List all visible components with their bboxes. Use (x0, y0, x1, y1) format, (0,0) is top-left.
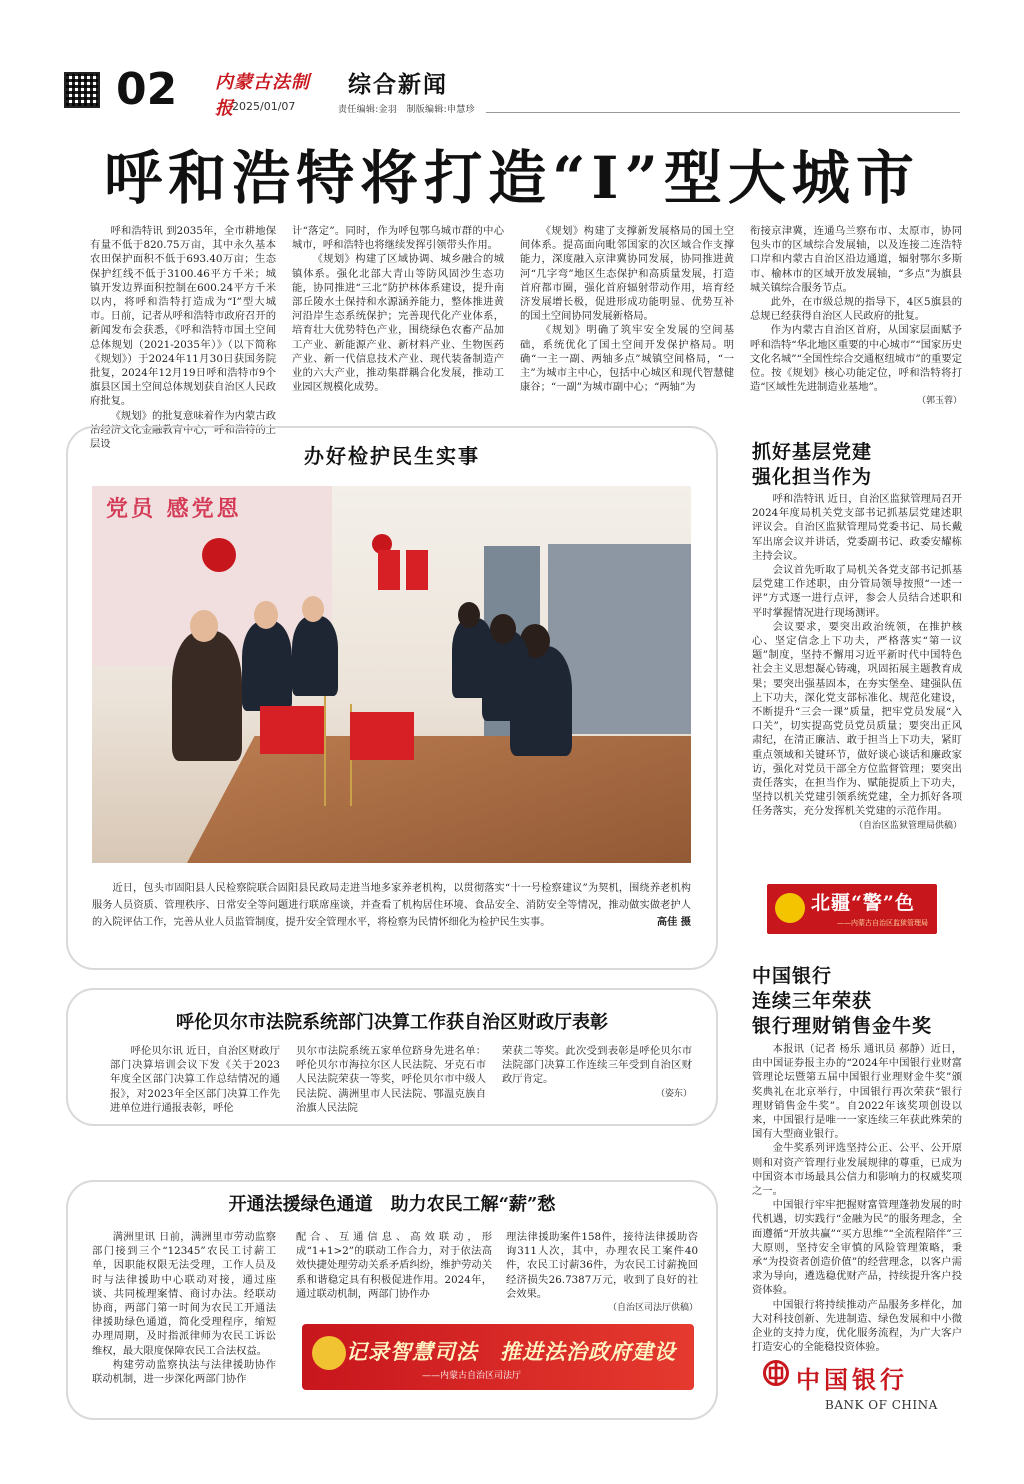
editor-credits: 责任编辑:金羽 制版编辑:申慧珍 (338, 105, 475, 115)
lead-paragraph: 此外，在市级总规的指导下，4区5旗县的总规已经获得自治区人民政府的批复。 (750, 296, 962, 323)
lead-paragraph: 计“落定”。同时，作为呼包鄂乌城市群的中心城市，呼和浩特也将继续发挥引领带头作用。 (292, 225, 504, 252)
issue-date: 2025/01/07 (232, 100, 296, 113)
court-paragraph: 荣获二等奖。此次受到表彰是呼伦贝尔市法院部门决算工作连续三年受到自治区财政厅肯定。 (502, 1045, 692, 1086)
person-head (490, 614, 516, 644)
legal-aid-paragraph: 满洲里讯 日前，满洲里市劳动监察部门接到三个“12345”农民工讨薪工单，因职能权限无法受理，工作人员及时与法律援助中心联动对接，通过座谈、共同梳理案情、商讨办法。经联动协商，两部门第一时间为农民工开通法律援助绿色通道，简化受理程序，缩短办理周期，及时指派律师为农民工诉讼维权，最大限度保障农民工合法权益。 (92, 1231, 276, 1357)
party-body (752, 492, 962, 833)
lead-column-4 (750, 224, 962, 409)
legal-aid-paragraph: 配合、互通信息、高效联动，形成“1+1>2”的联动工作合力，对于依法高效快捷处理劳动关系矛盾纠纷，维护劳动关系和谐稳定具有积极促进作用。2024年，通过联动机制，两部门协作办 (296, 1231, 492, 1300)
party-headline-line: 强化担当作为 (752, 466, 873, 488)
court-credit: （姿东） (655, 1088, 692, 1099)
party-paragraph: 会议要求，要突出政治统领，在推护核心、坚定信念上下功夫，严格落实“第一议题”制度，坚持不懈用习近平新时代中国特色社会主义思想凝心铸魂，巩固拓展主题教育成果；要突出强基固本，在夯实堡垒、建强队伍上下功夫，深化党支部标准化、规范化建设，不断提升“三会一课”质量，把牢党员发展“入口关”，切实提高党员党员质量；要突出正风肃纪，在清正廉洁、敢于担当上下功夫，紧盯重点领域和关键环节，做好谈心谈话和廉政家访，强化对党员干部全方位监督管理；要突出责任落实，在担当作为、赋能提质上下功夫，坚持以机关党建引领系统党建，全力抓好各项任务落实，充分发挥机关党建的示范作用。 (752, 620, 962, 818)
lead-paragraph: 衔接京津冀，连通乌兰察布市、太原市，协同包头市的区域综合发展轴，以及连接二连浩特口岸和内蒙古自治区沿边通道，辐射鄂尔多斯市、榆林市的区域开放发展轴，“多点”为旗县城关镇综合服务节点。 (750, 225, 962, 294)
lead-paragraph: 呼和浩特讯 到2035年，全市耕地保有量不低于820.75万亩，其中永久基本农田保护面积不低于693.40万亩；生态保护红线不低于3100.46平方千米；城镇开发边界面积控制在600.24平方千米以内，将呼和浩特打造成为“I”型大城市。日前，记者从呼和浩特市政府召开的新闻发布会获悉，《呼和浩特市国土空间总体规划（2021-2035年）》（以下简称《规划》）于2024年11月30日获国务院批复，2024年12月19日呼和浩特市9个旗县区国土空间总体规划获自治区人民政府批复。 (90, 225, 276, 408)
police-column-badge (767, 884, 937, 934)
section-title: 综合新闻 (348, 71, 448, 98)
justice-banner-subtitle: ——内蒙古自治区司法厅 (422, 1371, 522, 1381)
justice-banner (302, 1324, 694, 1390)
justice-banner-title: 记录智慧司法 推进法治政府建设 (346, 1339, 676, 1364)
person-head (458, 602, 480, 628)
page-number: 02 (116, 64, 178, 115)
bank-logo-en: BANK OF CHINA (825, 1398, 938, 1412)
court-paragraph: 呼伦贝尔讯 近日，自治区财政厅部门决算培训会议下发《关于2023年度全区部门决算工作总结情况的通报》，对2023年全区部门决算工作先进单位进行通报表彰，呼伦 (110, 1045, 280, 1114)
photo-panel-title: 办好检护民生实事 (304, 444, 480, 468)
person-head (302, 596, 324, 622)
lead-paragraph: 《规划》构建了区域协调、城乡融合的城镇体系。强化北部大青山等防风固沙生态功能，协同推进“三北”防护林体系建设，提升南部丘陵水土保持和水源涵养能力，整体推进黄河沿岸生态系统保护；完善现代化产业体系，培育壮大优势特色产业，围绕绿色农畜产品加工产业、新能源产业、新材料产业、生物医药产业、新一代信息技术产业、现代装备制造产业的六大产业，推动集群耦合化发展，推动工业园区规模化成势。 (292, 253, 504, 394)
person (292, 616, 338, 696)
court-paragraph: 贝尔市法院系统五家单位跻身先进名单：呼伦贝尔市海拉尔区人民法院、牙克石市人民法院荣获一等奖，呼伦贝尔市中级人民法院、满洲里市人民法院、鄂温克族自治旗人民法院 (296, 1045, 486, 1114)
lead-paragraph: 《规划》构建了支撑新发展格局的国土空间体系。提高面向毗邻国家的次区域合作支撑能力，深度融入京津冀协同发展，协同推进黄河“几字弯”地区生态保护和高质量发展，打造首府都市圈，强化首府辐射带动作用，培育经济发展增长极，促进形成功能明显、优势互补的国土空间协同发展新格局。 (520, 225, 734, 323)
bank-headline (752, 964, 932, 1039)
photo-credit: 高佳 摄 (656, 916, 691, 928)
person (452, 618, 494, 698)
party-credit: （自治区监狱管理局供稿） (853, 820, 962, 831)
court-column-3 (502, 1044, 692, 1101)
qr-code (64, 72, 100, 108)
court-column-1 (110, 1044, 280, 1115)
legal-aid-column-1 (92, 1230, 276, 1386)
party-paragraph: 会议首先听取了局机关各党支部书记抓基层党建工作述职，由分管局领导按照“一述一评”方式逐一进行点评，参会人员结合述职和平时掌握情况进行现场测评。 (752, 564, 962, 619)
bank-paragraph: 本报讯（记者 杨乐 通讯员 郝静）近日，由中国证券报主办的“2024年中国银行业财富管理论坛暨第五届中国银行业理财金牛奖”颁奖典礼在北京举行，中国银行再次荣获“银行理财销售金牛奖”。自2022年该奖项创设以来，中国银行是唯一一家连续三年获此殊荣的国有大型商业银行。 (752, 1043, 962, 1141)
party-paragraph: 呼和浩特讯 近日，自治区监狱管理局召开2024年度局机关党支部书记抓基层党建述职评议会。自治区监狱管理局党委书记、局长戴军出席会议并讲话，党委副书记、政委安耀栋主持会议。 (752, 493, 962, 562)
wall-flag (378, 550, 400, 590)
party-emblem-icon (202, 538, 236, 572)
bank-headline-line: 连续三年荣获 (752, 990, 873, 1012)
lead-column-2 (292, 224, 504, 394)
lead-credit: （郭玉蓉） (916, 396, 962, 407)
legal-aid-paragraph: 构建劳动监察执法与法律援助协作联动机制，进一步深化两部门协作 (92, 1358, 276, 1386)
party-flag (350, 712, 414, 760)
flag-pole (324, 696, 326, 806)
lead-column-3 (520, 224, 734, 394)
legal-aid-paragraph: 理法律援助案件158件，接待法律援助咨询311人次，其中，办理农民工案件40件，农民工讨薪36件，为农民工讨薪挽回经济损失26.7387万元，收到了良好的社会效果。 (506, 1231, 698, 1300)
national-flag (260, 706, 324, 754)
person (172, 631, 242, 761)
party-emblem-icon (312, 1336, 346, 1370)
lead-paragraph: 《规划》明确了筑牢安全发展的空间基础，系统优化了国土空间开发保护格局。明确“一主一副、两轴多点”城镇空间格局，“一主”为城市主中心，包括中心城区和现代智慧健康谷；“一副”为城市副中心；“两轴”为 (520, 324, 734, 394)
bank-of-china-logo-icon (763, 1360, 789, 1386)
lead-paragraph: 作为内蒙古自治区首府，从国家层面赋予呼和浩特“华北地区重要的中心城市”“国家历史文化名城”“全国性综合交通枢纽城市”的重要定位。按《规划》核心功能定位，呼和浩特将打造“区域性先进制造业基地”。 (750, 324, 962, 394)
bank-body (752, 1042, 962, 1354)
caption-text: 近日，包头市固阳县人民检察院联合固阳县民政局走进当地多家养老机构，以贯彻落实“十一号检察建议”为契机，围绕养老机构服务人员资质、管理秩序、日常安全等问题进行联席座谈，并查看了机构居住环境、食品安全、消防安全等情况，推动做实做老护人的入院评估工作，完善从业人员监管制度，提升安全管理水平，将检察为民情怀细化为检护民生实事。 (92, 883, 691, 928)
news-photo (92, 486, 691, 863)
legal-aid-column-3 (506, 1230, 698, 1315)
bank-headline-line: 银行理财销售金牛奖 (752, 1015, 933, 1037)
legal-aid-column-2 (296, 1230, 492, 1301)
lead-column-1 (90, 224, 276, 451)
photo-caption (92, 880, 691, 931)
party-headline (752, 440, 872, 490)
lead-headline: 呼和浩特将打造“I”型大城市 (104, 144, 920, 212)
bank-headline-line: 中国银行 (752, 965, 833, 987)
wall-banner-text: 党员 感党恩 (106, 496, 242, 522)
meeting-table (169, 736, 691, 863)
person-head (190, 610, 218, 642)
bank-paragraph: 金牛奖系列评选坚持公正、公平、公开原则和对资产管理行业发展规律的尊重，已成为中国资本市场最具公信力和影响力的权威奖项之一。 (752, 1142, 962, 1198)
legal-aid-headline: 开通法援绿色通道 助力农民工解“薪”愁 (228, 1194, 556, 1215)
person-head (254, 601, 278, 629)
person (242, 621, 292, 711)
court-headline: 呼伦贝尔市法院系统部门决算工作获自治区财政厅表彰 (176, 1012, 608, 1033)
masthead-logo: 内蒙古法制报 (215, 72, 310, 119)
bank-paragraph: 中国银行牢牢把握财富管理蓬勃发展的时代机遇，切实践行“金融为民”的服务理念，全面遵循“开放共赢”“买方思维”“全流程陪伴”三大原则，坚持安全审慎的风险管理策略，秉承“为投资者创造价值”的经营理念，以客户需求为导向，遴选稳优财产品，持续提升客户投资体验。 (752, 1199, 962, 1297)
police-emblem-icon (775, 893, 805, 923)
lead-paragraph: 《规划》的批复意味着作为内蒙古政治经济文化金融教育中心，呼和浩特的上层设 (90, 409, 276, 451)
party-headline-line: 抓好基层党建 (752, 441, 873, 463)
bank-logo-cn: 中国银行 (796, 1365, 908, 1394)
legal-aid-credit: （自治区司法厅供稿） (607, 1303, 698, 1314)
court-column-2 (296, 1044, 486, 1115)
badge-title: 北疆“警”色 (811, 892, 915, 914)
header-rule (486, 112, 960, 113)
badge-subtitle: ——内蒙古自治区监狱管理局 (837, 919, 928, 927)
wall-flag (406, 550, 428, 590)
bank-paragraph: 中国银行将持续推动产品服务多样化，加大对科技创新、先进制造、绿色发展和中小微企业的支持力度，优化服务流程，为广大客户打造安心的全能稳投资体验。 (752, 1298, 962, 1354)
